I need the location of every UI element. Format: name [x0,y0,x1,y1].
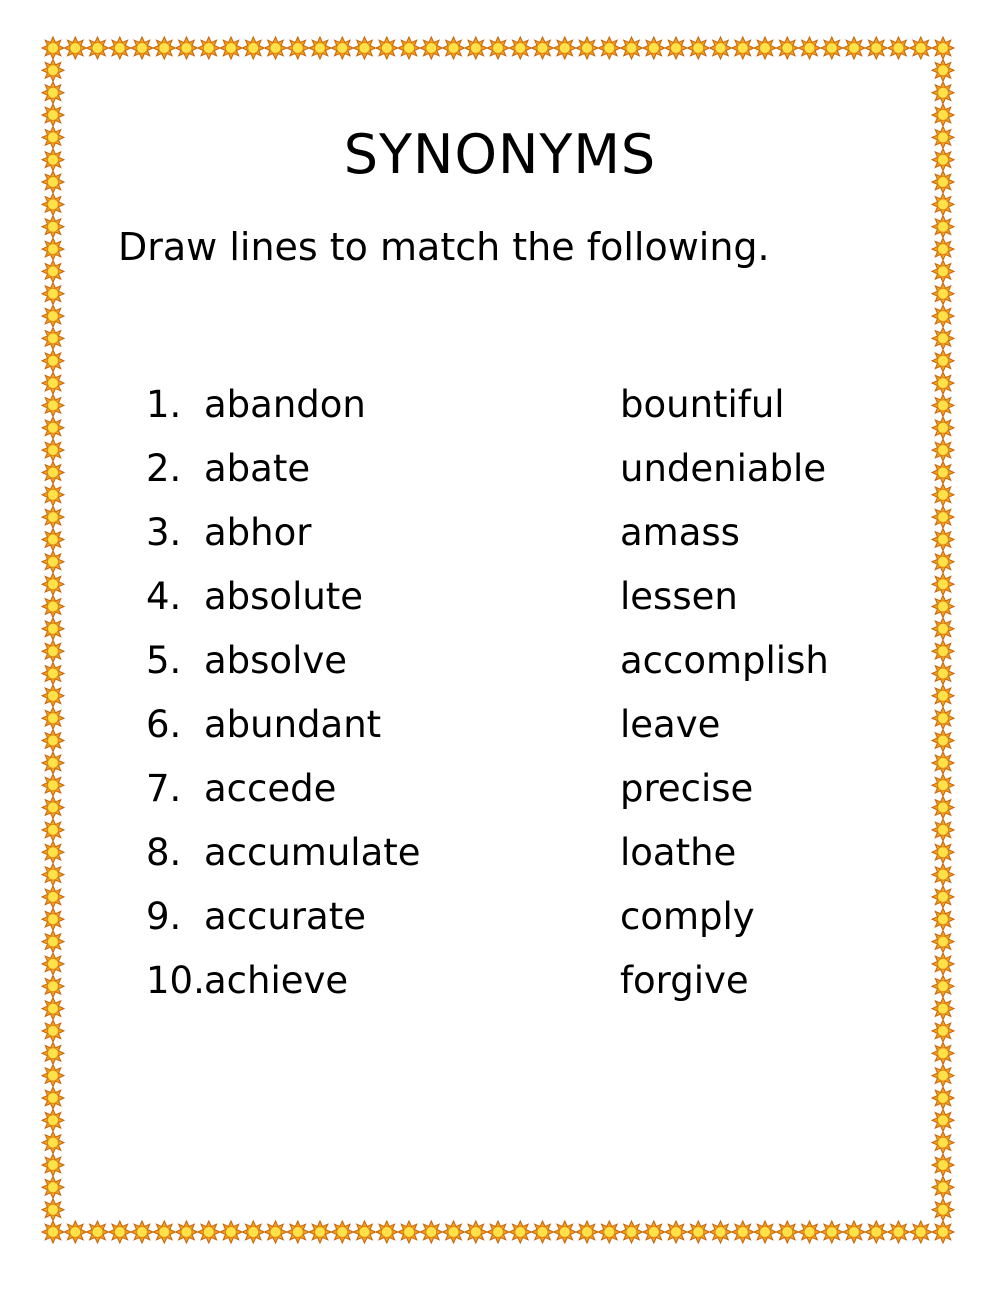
sun-icon [932,1154,954,1176]
left-word: achieve [204,959,349,1002]
sun-icon [42,1020,64,1042]
sun-icon [309,1221,331,1243]
sun-icon [42,752,64,774]
sun-icon [932,618,954,640]
sun-icon [687,37,709,59]
right-list-item: accomplish [620,639,829,682]
item-number: 10. [146,959,205,1002]
sun-icon [176,37,198,59]
sun-icon [509,37,531,59]
sun-icon [220,1221,242,1243]
left-word-list [146,382,421,1022]
sun-icon [932,104,954,126]
sun-icon [932,506,954,528]
sun-icon [42,573,64,595]
right-list-item: leave [620,703,721,746]
sun-icon [42,864,64,886]
sun-icon [799,37,821,59]
sun-icon [754,1221,776,1243]
sun-icon [932,730,954,752]
item-number: 2. [146,447,182,490]
sun-icon [532,37,554,59]
item-number: 3. [146,511,182,554]
sun-icon [932,305,954,327]
sun-icon [420,1221,442,1243]
sun-icon [87,1221,109,1243]
sun-icon [42,104,64,126]
sun-icon [42,886,64,908]
sun-icon [42,260,64,282]
left-list-item [146,958,421,1022]
item-number: 8. [146,831,182,874]
sun-icon [932,350,954,372]
sun-icon [487,1221,509,1243]
left-list-item [146,510,421,574]
sun-icon [176,1221,198,1243]
sun-icon [932,1132,954,1154]
sun-icon [42,797,64,819]
sun-icon [932,1221,954,1243]
left-list-item [146,638,421,702]
left-list-item [146,382,421,446]
sun-icon [42,551,64,573]
sun-icon [42,327,64,349]
sun-icon [932,551,954,573]
sun-icon [932,193,954,215]
sun-icon [932,931,954,953]
sun-icon [932,841,954,863]
sun-icon [932,327,954,349]
sun-icon [665,37,687,59]
sun-icon [42,707,64,729]
sun-icon [131,37,153,59]
sun-icon [42,283,64,305]
sun-icon [42,975,64,997]
sun-icon [598,37,620,59]
sun-icon [42,663,64,685]
sun-icon [42,529,64,551]
sun-icon [932,238,954,260]
sun-icon [42,305,64,327]
right-list-item: lessen [620,575,738,618]
left-list-item [146,894,421,958]
sun-icon [331,37,353,59]
sun-icon [932,59,954,81]
sun-icon [42,394,64,416]
sun-icon [465,1221,487,1243]
sun-icon [932,1065,954,1087]
sun-icon [331,1221,353,1243]
sun-icon [109,37,131,59]
item-number: 5. [146,639,182,682]
sun-icon [932,774,954,796]
item-number: 9. [146,895,182,938]
left-word: accede [204,767,337,810]
left-list-item [146,574,421,638]
sun-icon [242,37,264,59]
sun-icon [932,417,954,439]
sun-icon [242,1221,264,1243]
sun-icon [42,238,64,260]
item-number: 7. [146,767,182,810]
sun-icon [420,37,442,59]
sun-icon [932,908,954,930]
sun-icon [687,1221,709,1243]
item-number: 4. [146,575,182,618]
left-list-item [146,766,421,830]
sun-icon [932,953,954,975]
sun-icon [554,37,576,59]
sun-icon [732,37,754,59]
sun-icon [910,1221,932,1243]
sun-icon [509,1221,531,1243]
sun-icon [42,417,64,439]
sun-icon [398,1221,420,1243]
sun-icon [932,372,954,394]
sun-icon [42,998,64,1020]
sun-icon [42,1132,64,1154]
sun-icon [42,462,64,484]
sun-icon [932,819,954,841]
left-word: abundant [204,703,382,746]
sun-icon [42,1199,64,1221]
sun-icon [932,596,954,618]
sun-icon [643,1221,665,1243]
sun-icon [42,931,64,953]
sun-icon [643,37,665,59]
right-word-list [620,382,829,1022]
sun-icon [932,864,954,886]
sun-icon [932,484,954,506]
sun-icon [354,1221,376,1243]
sun-icon [42,1176,64,1198]
sun-icon [932,37,954,59]
sun-icon [42,640,64,662]
sun-icon [42,596,64,618]
sun-icon [487,37,509,59]
sun-icon [42,193,64,215]
left-word: accurate [204,895,366,938]
sun-icon [865,37,887,59]
right-list-item: precise [620,767,754,810]
sun-icon [732,1221,754,1243]
sun-icon [932,998,954,1020]
left-word: absolve [204,639,348,682]
sun-icon [754,37,776,59]
sun-icon [42,685,64,707]
sun-icon [42,1221,64,1243]
sun-icon [932,82,954,104]
sun-icon [910,37,932,59]
sun-icon [932,886,954,908]
sun-icon [888,1221,910,1243]
sun-icon [42,350,64,372]
sun-icon [821,1221,843,1243]
sun-icon [376,37,398,59]
sun-icon [87,37,109,59]
item-number: 1. [146,383,182,426]
sun-icon [153,1221,175,1243]
sun-icon [42,841,64,863]
sun-icon [776,1221,798,1243]
sun-icon [799,1221,821,1243]
sun-icon [265,37,287,59]
left-word: absolute [204,575,364,618]
sun-icon [598,1221,620,1243]
worksheet-title: SYNONYMS [343,123,657,186]
sun-icon [109,1221,131,1243]
item-number: 6. [146,703,182,746]
sun-icon [932,283,954,305]
sun-icon [42,819,64,841]
sun-icon [42,439,64,461]
sun-icon [932,394,954,416]
sun-icon [443,37,465,59]
sun-icon [42,618,64,640]
sun-icon [932,260,954,282]
left-list-item [146,830,421,894]
right-list-item: undeniable [620,447,827,490]
sun-icon [42,372,64,394]
left-list-item [146,446,421,510]
sun-icon [932,1020,954,1042]
right-list-item: amass [620,511,740,554]
sun-icon [576,1221,598,1243]
sun-icon [621,1221,643,1243]
sun-icon [932,439,954,461]
sun-icon [42,1154,64,1176]
sun-icon [198,1221,220,1243]
sun-icon [153,37,175,59]
sun-icon [42,216,64,238]
sun-icon [932,975,954,997]
sun-icon [554,1221,576,1243]
sun-icon [42,774,64,796]
sun-icon [354,37,376,59]
sun-icon [932,1042,954,1064]
sun-icon [843,37,865,59]
sun-icon [888,37,910,59]
sun-icon [710,37,732,59]
sun-icon [42,908,64,930]
sun-icon [443,1221,465,1243]
sun-icon [265,1221,287,1243]
sun-icon [42,1087,64,1109]
sun-icon [932,216,954,238]
sun-icon [576,37,598,59]
sun-icon [710,1221,732,1243]
sun-icon [42,953,64,975]
sun-icon [42,1042,64,1064]
sun-icon [287,1221,309,1243]
sun-icon [42,37,64,59]
sun-icon [932,685,954,707]
sun-icon [932,529,954,551]
left-word: abandon [204,383,366,426]
sun-icon [843,1221,865,1243]
sun-icon [42,484,64,506]
sun-icon [64,1221,86,1243]
sun-icon [42,1109,64,1131]
sun-icon [532,1221,554,1243]
instruction-text: Draw lines to match the following. [118,225,770,269]
sun-icon [932,663,954,685]
sun-icon [287,37,309,59]
sun-icon [932,707,954,729]
sun-icon [376,1221,398,1243]
sun-icon [131,1221,153,1243]
sun-icon [42,1065,64,1087]
right-list-item: bountiful [620,383,785,426]
left-word: accumulate [204,831,421,874]
sun-icon [42,506,64,528]
sun-icon [932,1087,954,1109]
sun-icon [932,797,954,819]
sun-icon [220,37,242,59]
left-list-item [146,702,421,766]
left-word: abate [204,447,311,490]
sun-icon [776,37,798,59]
sun-icon [932,462,954,484]
sun-icon [932,1199,954,1221]
right-list-item: loathe [620,831,737,874]
sun-icon [398,37,420,59]
sun-icon [465,37,487,59]
sun-icon [821,37,843,59]
sun-icon [42,730,64,752]
sun-icon [932,752,954,774]
sun-icon [42,59,64,81]
sun-icon [932,1109,954,1131]
left-word: abhor [204,511,312,554]
sun-icon [932,640,954,662]
sun-icon [865,1221,887,1243]
sun-icon [42,82,64,104]
sun-icon [665,1221,687,1243]
sun-icon [932,1176,954,1198]
right-list-item: comply [620,895,755,938]
sun-icon [309,37,331,59]
sun-icon [64,37,86,59]
sun-icon [621,37,643,59]
right-list-item: forgive [620,959,749,1002]
sun-icon [932,573,954,595]
sun-icon [198,37,220,59]
